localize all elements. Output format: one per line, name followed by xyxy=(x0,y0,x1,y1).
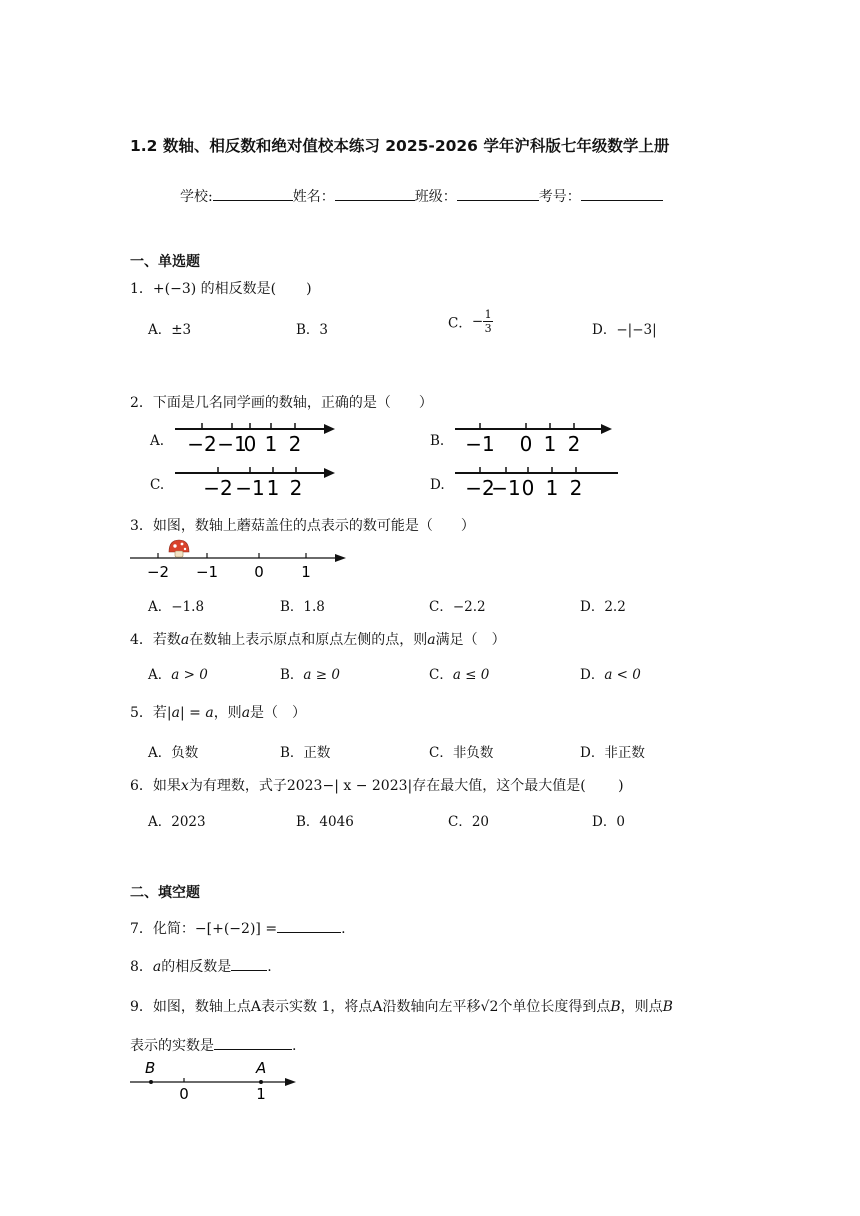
question-1 xyxy=(130,278,312,298)
label-a: A xyxy=(256,1060,267,1077)
q8-answer-blank[interactable] xyxy=(231,955,267,971)
arrow-icon xyxy=(601,424,612,434)
q3-number-line xyxy=(128,538,353,582)
info-line xyxy=(180,185,663,206)
q7-answer-blank[interactable] xyxy=(277,917,341,933)
mushroom-icon xyxy=(169,540,189,557)
point-a xyxy=(259,1080,263,1084)
question-8: 8．a的相反数是 . xyxy=(130,955,272,976)
q2-option-a-axis[interactable] xyxy=(170,420,345,456)
q6-option-c[interactable]: C．20 xyxy=(448,814,490,830)
question-5: 5．若|a| = a，则a是（ ） xyxy=(130,705,307,721)
name-label: 姓名： xyxy=(292,189,335,205)
tick-label: 2 xyxy=(569,476,583,500)
tick-label: −1 xyxy=(195,563,219,581)
question-2: 2．下面是几名同学画的数轴，正确的是（ ） xyxy=(130,395,433,411)
q1-number: 1． xyxy=(130,281,153,297)
tick-label: 0 xyxy=(519,432,533,456)
tick-label: 0 xyxy=(521,476,535,500)
q2-option-c-label[interactable]: C. xyxy=(150,477,165,493)
q1-option-d[interactable]: D．−|−3| xyxy=(592,322,657,338)
question-4: 4．若数a在数轴上表示原点和原点左侧的点，则a满足（ ） xyxy=(130,632,506,648)
name-blank[interactable] xyxy=(335,185,415,201)
tick-label: −2 xyxy=(465,476,495,500)
section-heading-single-choice: 一、单选题 xyxy=(130,254,200,270)
point-b xyxy=(149,1080,153,1084)
q1-option-c[interactable]: C．− $\frac{1}{3}$ xyxy=(448,308,492,335)
q5-option-c[interactable]: C．非负数 xyxy=(429,745,494,761)
q1-option-a[interactable]: A．±3 xyxy=(148,322,192,338)
tick-label: −2 xyxy=(203,476,233,500)
question-7: 7．化简：−[+(−2)] = . xyxy=(130,917,346,938)
label-b: B xyxy=(145,1060,156,1077)
q4-option-b[interactable]: B．a ≥ 0 xyxy=(280,667,340,683)
q6-expression: 2023−| x − 2023| xyxy=(286,778,413,794)
class-blank[interactable] xyxy=(457,185,539,201)
question-3: 3．如图，数轴上蘑菇盖住的点表示的数可能是（ ） xyxy=(130,518,475,534)
q2-option-b-label[interactable]: B. xyxy=(430,433,445,449)
q3-option-b[interactable]: B．1.8 xyxy=(280,599,325,615)
tick-label: 1 xyxy=(301,563,311,581)
examno-label: 考号： xyxy=(538,189,581,205)
tick-label: −2 xyxy=(187,432,217,456)
tick-label: −1 xyxy=(491,476,521,500)
q3-option-a[interactable]: A．−1.8 xyxy=(148,599,205,615)
q5-option-b[interactable]: B．正数 xyxy=(280,745,331,761)
question-9-line-1: 9．如图，数轴上点A表示实数 1，将点A沿数轴向左平移√2个单位长度得到点B，则点B xyxy=(130,999,673,1015)
question-6: 6．如果x为有理数，式子2023−| x − 2023|存在最大值，这个最大值是( ) xyxy=(130,778,624,794)
q6-option-b[interactable]: B．4046 xyxy=(296,814,354,830)
arrow-icon xyxy=(324,424,335,434)
q1-stem: +(−3) 的相反数是( xyxy=(152,281,277,297)
sqrt-two: √2 xyxy=(480,999,499,1015)
label-one: 1 xyxy=(256,1085,266,1100)
tick-label: 0 xyxy=(254,563,264,581)
q4-option-d[interactable]: D．a < 0 xyxy=(580,667,641,683)
q4-option-a[interactable]: A．a > 0 xyxy=(148,667,208,683)
tick-label: −1 xyxy=(217,432,247,456)
tick-label: 1 xyxy=(543,432,557,456)
q2-option-d-label[interactable]: D. xyxy=(430,477,445,493)
label-zero: 0 xyxy=(179,1085,189,1100)
q3-option-c[interactable]: C．−2.2 xyxy=(429,599,486,615)
examno-blank[interactable] xyxy=(581,185,663,201)
tick-label: 2 xyxy=(289,476,303,500)
page-title: 1.2 数轴、相反数和绝对值校本练习 2025-2026 学年沪科版七年级数学上册 xyxy=(130,137,670,155)
arrow-icon xyxy=(324,468,335,478)
section-heading-fill-in: 二、填空题 xyxy=(130,885,200,901)
tick-label: −1 xyxy=(465,432,495,456)
q7-expression: −[+(−2)] = xyxy=(194,921,278,937)
q4-option-c[interactable]: C．a ≤ 0 xyxy=(429,667,490,683)
q1-option-b[interactable]: B．3 xyxy=(296,322,329,338)
tick-label: 2 xyxy=(288,432,302,456)
tick-label: 0 xyxy=(243,432,257,456)
tick-label: −1 xyxy=(235,476,265,500)
arrow-icon xyxy=(285,1078,296,1086)
school-label: 学校: xyxy=(180,189,213,205)
q5-option-d[interactable]: D．非正数 xyxy=(580,745,645,761)
q3-option-d[interactable]: D．2.2 xyxy=(580,599,626,615)
tick-label: 1 xyxy=(266,476,280,500)
arrow-icon xyxy=(335,554,346,562)
var-a: a xyxy=(180,632,190,648)
q2-option-d-axis[interactable] xyxy=(450,464,622,500)
q2-option-a-label[interactable]: A. xyxy=(150,433,165,449)
q2-option-b-axis[interactable] xyxy=(450,420,620,456)
tick-label: −2 xyxy=(146,563,170,581)
q5-expression: |a| = a xyxy=(166,705,214,721)
tick-label: 1 xyxy=(264,432,278,456)
q9-number-line xyxy=(128,1060,303,1100)
question-9-line-2: 表示的实数是 . xyxy=(130,1034,296,1055)
q6-option-d[interactable]: D．0 xyxy=(592,814,625,830)
q5-option-a[interactable]: A．负数 xyxy=(148,745,199,761)
q9-answer-blank[interactable] xyxy=(214,1034,292,1050)
q1-stem-end: ) xyxy=(306,281,312,297)
tick-label: 2 xyxy=(567,432,581,456)
q6-option-a[interactable]: A．2023 xyxy=(148,814,206,830)
tick-label: 1 xyxy=(545,476,559,500)
q2-option-c-axis[interactable] xyxy=(170,464,345,500)
class-label: 班级： xyxy=(414,189,457,205)
school-blank[interactable] xyxy=(213,185,293,201)
q1-option-c-fraction: $\frac{1}{3}$ xyxy=(484,308,492,335)
